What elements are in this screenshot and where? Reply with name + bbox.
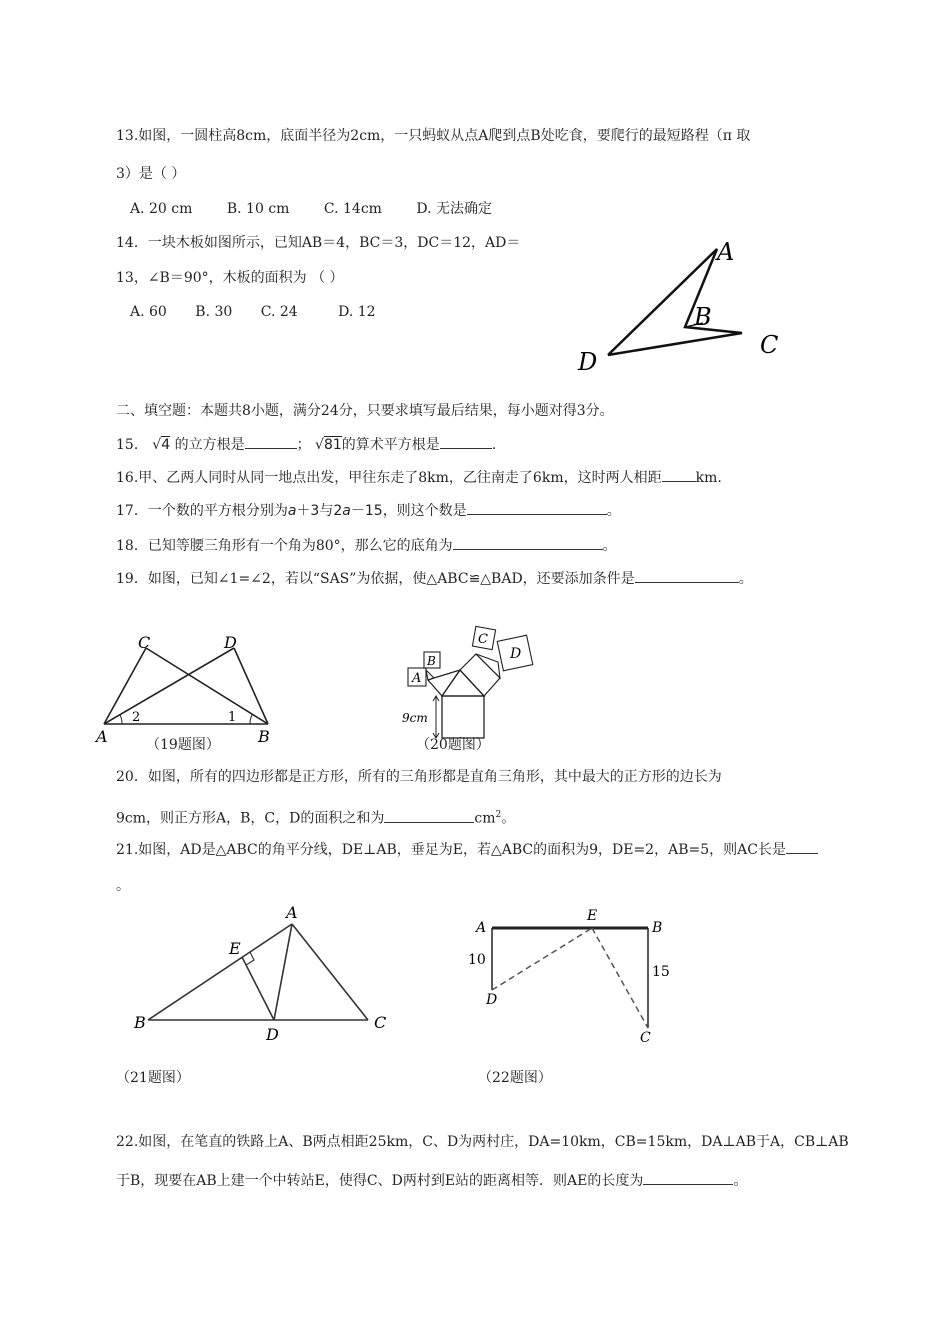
q21-line2: 。 — [116, 878, 130, 894]
fig21-label-b: B — [134, 1013, 146, 1032]
fig22-dashed-de — [492, 928, 592, 990]
q17-mid: 与 — [319, 503, 334, 519]
q20-end: 。 — [501, 810, 516, 827]
fig19-label-c: C — [138, 633, 151, 652]
q18-text: 18．已知等腰三角形有一个角为80°，那么它的底角为 — [116, 538, 453, 554]
fig14-label-b: B — [694, 303, 712, 331]
q20-line2 — [116, 805, 515, 829]
q13-option-d: D. 无法确定 — [416, 201, 493, 217]
fig20-label-d: D — [510, 646, 522, 662]
fig19-segment-bc — [146, 648, 268, 724]
fig19-segment-ad — [104, 648, 237, 725]
fig21-label-a: A — [286, 903, 298, 922]
fig22-caption: （22题图） — [478, 1070, 552, 1086]
fig20-caption: （20题图） — [416, 737, 490, 753]
q19-answer-blank[interactable] — [635, 568, 739, 583]
fig19-label-a: A — [96, 727, 108, 746]
fig20-small-triangle-left — [426, 670, 434, 680]
fig22-label-15: 15 — [652, 964, 670, 980]
q15-answer-blank-2[interactable] — [440, 434, 492, 449]
q17-expr2-var: a — [342, 503, 351, 519]
q16 — [116, 467, 722, 488]
q17 — [116, 500, 621, 521]
fig22-label-b: B — [652, 920, 663, 936]
q14-line1: 14．一块木板如图所示，已知AB＝4，BC＝3，DC＝12，AD＝ — [116, 235, 521, 251]
q17-prefix: 17．一个数的平方根分别为 — [116, 503, 288, 519]
fig19-label-b: B — [258, 727, 270, 746]
q13-option-c: C. 14cm — [323, 201, 382, 217]
q16-unit: km. — [695, 470, 722, 486]
q16-text: 16.甲、乙两人同时从同一地点出发，甲往东走了8km，乙往南走了6km，这时两人相距 — [116, 470, 662, 486]
fig19-label-2: 2 — [132, 710, 141, 725]
q15-tail: 的算术平方根是 — [341, 437, 440, 453]
q19-text: 19．如图，已知∠1=∠2，若以“SAS”为依据，使△ABC≌△BAD，还要添加条件是 — [116, 571, 635, 587]
q17-end: 。 — [606, 503, 621, 519]
fig21-segment-ac — [292, 924, 368, 1020]
fig22-label-e: E — [587, 908, 598, 924]
q20-unit-superscript: 2 — [495, 810, 502, 820]
q15-prefix: 15． — [116, 437, 148, 453]
q17-expr1-var: a — [287, 503, 297, 519]
fig21-label-d: D — [266, 1025, 279, 1044]
fig21-segment-ba — [148, 924, 292, 1020]
q13-line1: 13.如图，一圆柱高8cm，底面半径为2cm，一只蚂蚁从点A爬到点B处吃食，要爬行的最短路程（π 取 — [116, 128, 751, 144]
q15-answer-blank-1[interactable] — [245, 434, 297, 449]
fig22-label-a: A — [476, 920, 487, 936]
fig21-segment-de — [242, 957, 274, 1020]
q15-radicand-1: 4 — [161, 437, 171, 453]
fig21-segment-ad — [274, 924, 292, 1020]
fig22-label-10: 10 — [468, 952, 486, 968]
fig19-angle-1-arc — [250, 715, 252, 724]
q18-answer-blank[interactable] — [453, 535, 603, 550]
q14-option-a: A. 60 — [130, 304, 167, 320]
q13-line2: 3）是（ ） — [116, 166, 186, 182]
q22-end: 。 — [733, 1173, 748, 1189]
figure-14 — [570, 235, 790, 380]
fig22-label-d: D — [486, 992, 498, 1008]
q15-radicand-2: 81 — [323, 437, 342, 453]
q13-option-b: B. 10 cm — [226, 201, 290, 217]
q18-end: 。 — [602, 538, 617, 554]
q15-sqrt-4: √4 — [152, 437, 171, 453]
q21-line1 — [116, 839, 818, 860]
q20-unit: cm — [474, 810, 496, 827]
figure-19 — [94, 630, 284, 748]
q15 — [116, 434, 496, 455]
q19-end: 。 — [738, 571, 753, 587]
q21-line1-text: 21.如图，AD是△ABC的角平分线，DE⊥AB，垂足为E，若△ABC的面积为9，DE=2，AB=5，则AC长是 — [116, 842, 786, 858]
figure-22 — [462, 904, 682, 1054]
q14-option-b: B. 30 — [195, 304, 233, 320]
q22-answer-blank[interactable] — [643, 1170, 733, 1185]
fig22-dashed-ec — [592, 928, 648, 1028]
q14-line2: 13，∠B＝90°，木板的面积为 （ ） — [116, 270, 344, 286]
fig19-label-d: D — [224, 633, 237, 652]
q15-sep: ； — [296, 437, 311, 453]
q15-sqrt-81: √81 — [315, 437, 342, 453]
fig21-caption: （21题图） — [116, 1070, 190, 1086]
fig14-label-a: A — [717, 238, 735, 266]
q20-line1: 20．如图，所有的四边形都是正方形，所有的三角形都是直角三角形，其中最大的正方形的边长为 — [116, 769, 722, 785]
fig20-label-b: B — [427, 654, 436, 668]
q17-tail: ，则这个数是 — [382, 503, 467, 519]
fig22-label-c: C — [640, 1030, 651, 1046]
q19 — [116, 568, 753, 589]
q15-mid: 的立方根是 — [174, 437, 245, 453]
q15-end: . — [491, 437, 497, 453]
fig14-label-c: C — [760, 331, 779, 359]
figure-21 — [130, 900, 395, 1050]
fig20-largest-square — [442, 696, 484, 738]
q20-answer-blank[interactable] — [384, 808, 474, 823]
fig19-caption: （19题图） — [146, 737, 220, 753]
fig20-small-triangle-right — [476, 654, 500, 678]
q17-expr2-rest: －15 — [350, 503, 383, 519]
q17-expr1-rest: ＋3 — [296, 503, 320, 519]
q22-line2 — [116, 1170, 747, 1191]
figure-20 — [398, 620, 543, 745]
fig20-left-square-edge — [428, 670, 460, 696]
fig20-label-length: 9cm — [402, 711, 428, 725]
fig21-label-e: E — [229, 939, 241, 958]
fig19-angle-2-arc — [120, 715, 122, 724]
q16-answer-blank[interactable] — [662, 467, 696, 482]
q22-line1: 22.如图，在笔直的铁路上A、B两点相距25km，C、D为两村庄，DA=10km，CB=15km，DA⊥AB于A，CB⊥AB — [116, 1134, 849, 1150]
q18 — [116, 535, 617, 556]
q21-answer-blank[interactable] — [786, 839, 818, 854]
q14-options — [130, 302, 406, 322]
q20-line2-text: 9cm，则正方形A，B，C，D的面积之和为 — [116, 810, 385, 827]
fig20-label-c: C — [478, 632, 488, 647]
q13-options — [130, 199, 522, 219]
fig14-label-d: D — [578, 348, 598, 376]
q14-option-d: D. 12 — [338, 304, 376, 320]
fig21-label-c: C — [374, 1013, 387, 1032]
q13-option-a: A. 20 cm — [130, 201, 193, 217]
fig20-label-a: A — [412, 671, 422, 686]
q17-answer-blank[interactable] — [467, 500, 607, 515]
q17-expr2-num: 2 — [333, 503, 343, 519]
section-2-heading: 二、填空题：本题共8小题，满分24分，只要求填写最后结果，每小题对得3分。 — [116, 403, 614, 419]
q22-line2-text: 于B，现要在AB上建一个中转站E，使得C、D两村到E站的距离相等．则AE的长度为 — [116, 1173, 644, 1189]
fig19-label-1: 1 — [228, 710, 237, 725]
q14-option-c: C. 24 — [260, 304, 298, 320]
